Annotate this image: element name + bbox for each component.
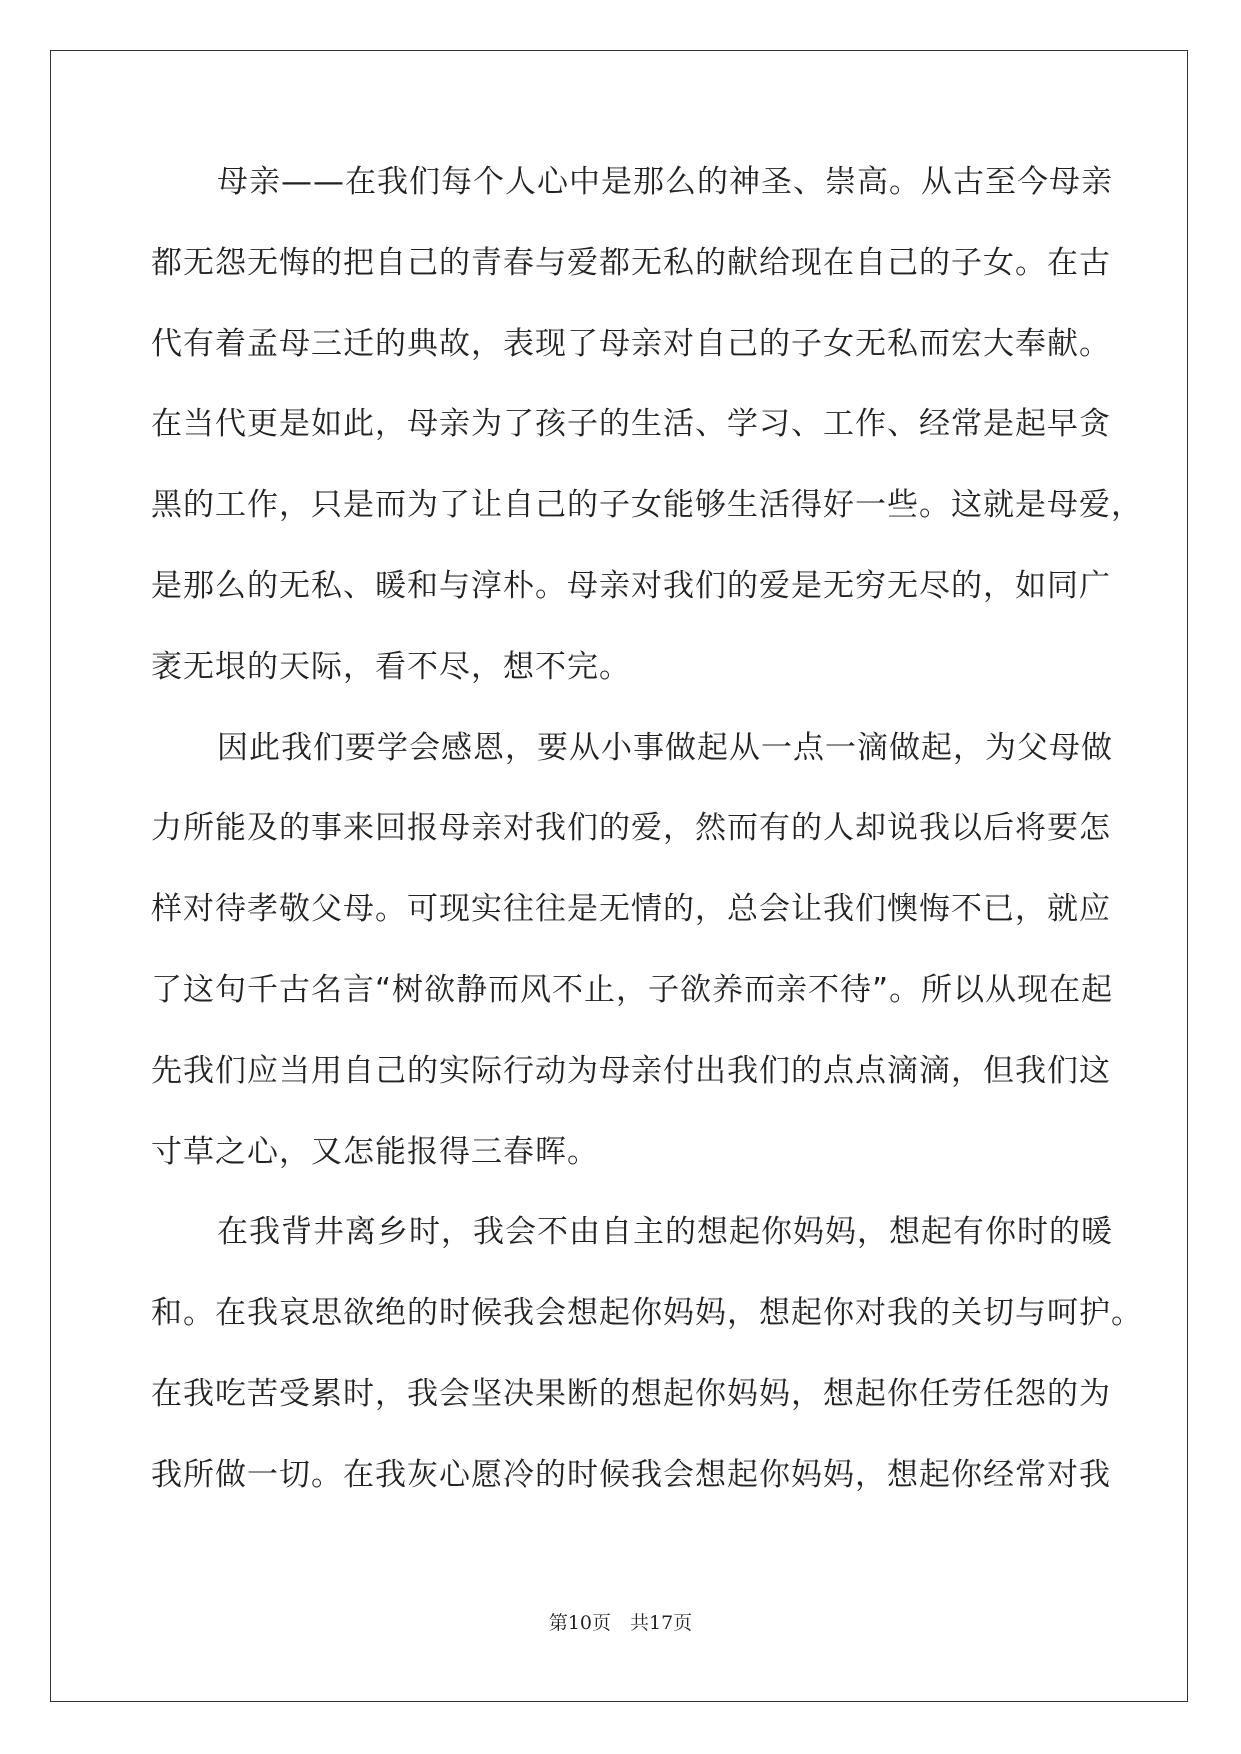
text-line: 在当代更是如此，母亲为了孩子的生活、学习、工作、经常是起早贪: [151, 406, 1111, 443]
text-line: 样对待孝敬父母。可现实往往是无情的，总会让我们懊悔不已，就应: [151, 891, 1111, 928]
text-line: 了这句千古名言“树欲静而风不止，子欲养而亲不待”。所以从现在起: [151, 971, 1114, 1008]
text-line: 先我们应当用自己的实际行动为母亲付出我们的点点滴滴，但我们这: [151, 1052, 1111, 1089]
text-line: 和。在我哀思欲绝的时候我会想起你妈妈，想起你对我的关切与呵护。: [151, 1295, 1143, 1332]
text-line: 力所能及的事来回报母亲对我们的爱，然而有的人却说我以后将要怎: [151, 810, 1111, 847]
text-line: 因此我们要学会感恩，要从小事做起从一点一滴做起，为父母做: [217, 729, 1113, 766]
text-line: 都无怨无悔的把自己的青春与爱都无私的献给现在自己的子女。在古: [151, 244, 1111, 281]
page-number-footer: 第10页 共17页: [548, 1612, 693, 1634]
text-line: 在我背井离乡时，我会不由自主的想起你妈妈，想起有你时的暖: [217, 1214, 1113, 1251]
text-line: 是那么的无私、暖和与淳朴。母亲对我们的爱是无穷无尽的，如同广: [151, 567, 1111, 604]
text-line: 母亲——在我们每个人心中是那么的神圣、崇高。从古至今母亲: [217, 164, 1113, 200]
text-line: 代有着孟母三迁的典故，表现了母亲对自己的子女无私而宏大奉献。: [151, 325, 1111, 362]
text-line: 我所做一切。在我灰心愿冷的时候我会想起你妈妈，想起你经常对我: [151, 1456, 1111, 1493]
text-line: 在我吃苦受累时，我会坚决果断的想起你妈妈，想起你任劳任怨的为: [151, 1375, 1111, 1412]
document-body: [151, 160, 1143, 1534]
text-line: 寸草之心，又怎能报得三春晖。: [151, 1133, 599, 1170]
text-line: 黑的工作，只是而为了让自己的子女能够生活得好一些。这就是母爱，: [151, 487, 1143, 524]
text-line: 袤无垠的天际，看不尽，想不完。: [151, 648, 631, 685]
